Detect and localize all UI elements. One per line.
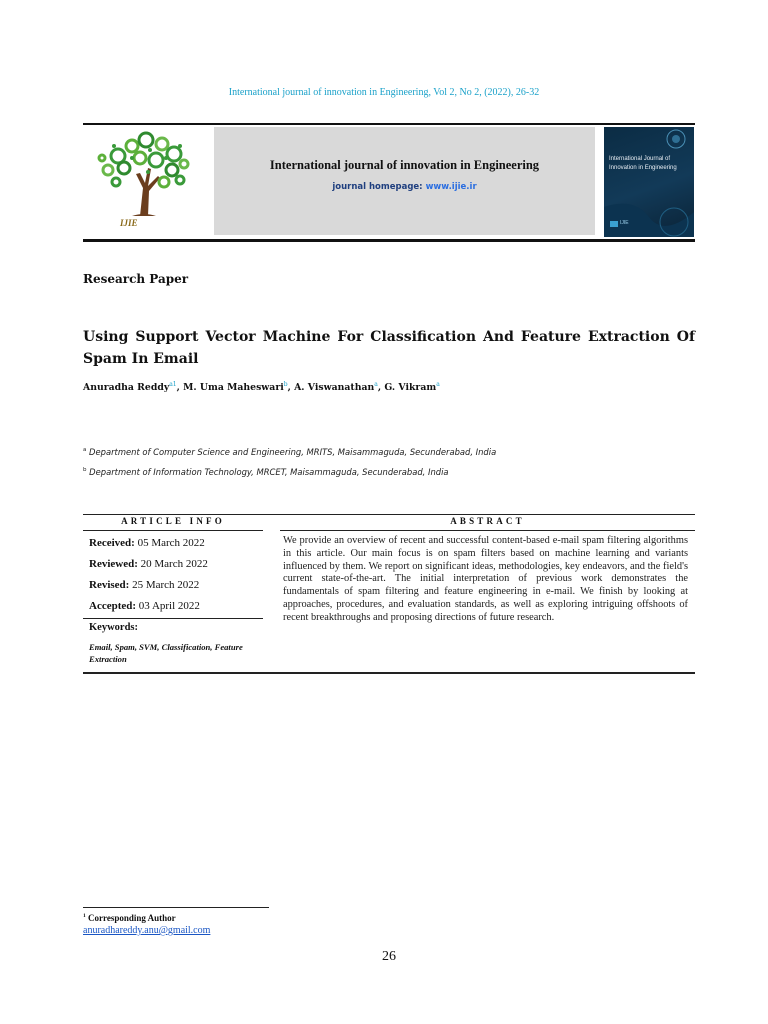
keywords-list: Email, Spam, SVM, Classification, Feature Extraction xyxy=(89,642,243,664)
abstract-heading-rule xyxy=(280,530,695,531)
journal-cover-thumbnail xyxy=(604,127,694,237)
footnote-label: Corresponding Author xyxy=(88,913,176,923)
page-number: 26 xyxy=(382,949,396,964)
journal-logo xyxy=(88,128,200,232)
affiliation-text: Department of Computer Science and Engineering, MRITS, Maisammaguda, Secunderabad, India xyxy=(89,447,497,457)
date-received xyxy=(89,537,205,549)
info-bottom-rule xyxy=(83,672,695,674)
info-top-rule xyxy=(83,514,695,515)
date-value: 03 April 2022 xyxy=(138,600,200,612)
homepage-link[interactable]: www.ijie.ir xyxy=(425,182,477,192)
date-value: 20 March 2022 xyxy=(140,558,208,570)
author-separator: , xyxy=(176,382,184,394)
date-label: Accepted: xyxy=(89,600,137,612)
article-info-heading-rule xyxy=(83,530,263,531)
footnote-rule xyxy=(83,907,269,908)
running-header: International journal of innovation in Engineering, Vol 2, No 2, (2022), 26-32 xyxy=(228,87,540,98)
author-list xyxy=(83,381,695,393)
abstract-text: We provide an overview of recent and successful content-based e-mail spam filtering algorithms in this article. Our main focus is on spam filters based on machine learning and variants influenced by them. We report on significant ideas, methodologies, key endeavors, and the field's current state-of-the-art. The initial interpretation of previous work demonstrates the fundamentals of spam filtering and feature engineering in e-mail. We finish by looking at approaches, procedures, and evaluation standards, as well as exploring intriguing offshoots of recent breakthroughs and proposing directions of future research. xyxy=(283,535,688,623)
author-affiliation-mark: a xyxy=(374,381,378,388)
affiliation xyxy=(83,447,496,457)
banner-bottom-rule xyxy=(83,239,695,242)
article-info-heading: ARTICLE INFO xyxy=(121,516,225,526)
paper-title: Using Support Vector Machine For Classification And Feature Extraction Of Spam In Email xyxy=(83,329,695,367)
author-name: M. Uma Maheswari xyxy=(183,382,284,394)
date-accepted xyxy=(89,600,200,612)
date-label: Revised: xyxy=(89,579,130,591)
journal-homepage xyxy=(214,182,595,192)
keywords-label: Keywords: xyxy=(89,622,138,633)
banner-panel xyxy=(214,127,595,235)
affiliation-mark: a xyxy=(83,447,87,454)
keywords-rule xyxy=(83,618,263,619)
author-affiliation-mark: a1 xyxy=(169,381,177,388)
date-reviewed xyxy=(89,558,208,570)
homepage-label: journal homepage: xyxy=(332,182,423,192)
logo-label: IJIE xyxy=(120,218,138,228)
author-separator: , xyxy=(377,382,385,394)
cover-badge: IJIE xyxy=(620,220,629,226)
date-value: 05 March 2022 xyxy=(137,537,205,549)
affiliation-text: Department of Information Technology, MRCET, Maisammaguda, Secunderabad, India xyxy=(89,467,449,477)
author-name: G. Vikram xyxy=(384,382,437,394)
tree-logo-icon xyxy=(88,128,200,232)
banner-top-rule xyxy=(83,123,695,125)
date-label: Reviewed: xyxy=(89,558,138,570)
footnote-corresponding xyxy=(83,913,176,923)
author-separator: , xyxy=(287,382,295,394)
footnote-mark: 1 xyxy=(83,913,86,919)
abstract-heading: ABSTRACT xyxy=(450,516,525,526)
affiliation-mark: b xyxy=(83,467,87,474)
cover-art-icon xyxy=(604,127,694,237)
author-affiliation-mark: b xyxy=(283,381,288,388)
journal-title: International journal of innovation in Engineering xyxy=(269,158,540,172)
author-name: A. Viswanathan xyxy=(294,382,375,394)
affiliation xyxy=(83,467,449,477)
corresponding-email-link[interactable]: anuradhareddy.anu@gmail.com xyxy=(83,925,211,936)
date-value: 25 March 2022 xyxy=(132,579,200,591)
author-name: Anuradha Reddy xyxy=(83,382,170,394)
date-revised xyxy=(89,579,199,591)
cover-title: International Journal of Innovation in Engineering xyxy=(609,156,677,171)
author-affiliation-mark: a xyxy=(436,381,440,388)
date-label: Received: xyxy=(89,537,135,549)
paper-type: Research Paper xyxy=(83,272,189,286)
